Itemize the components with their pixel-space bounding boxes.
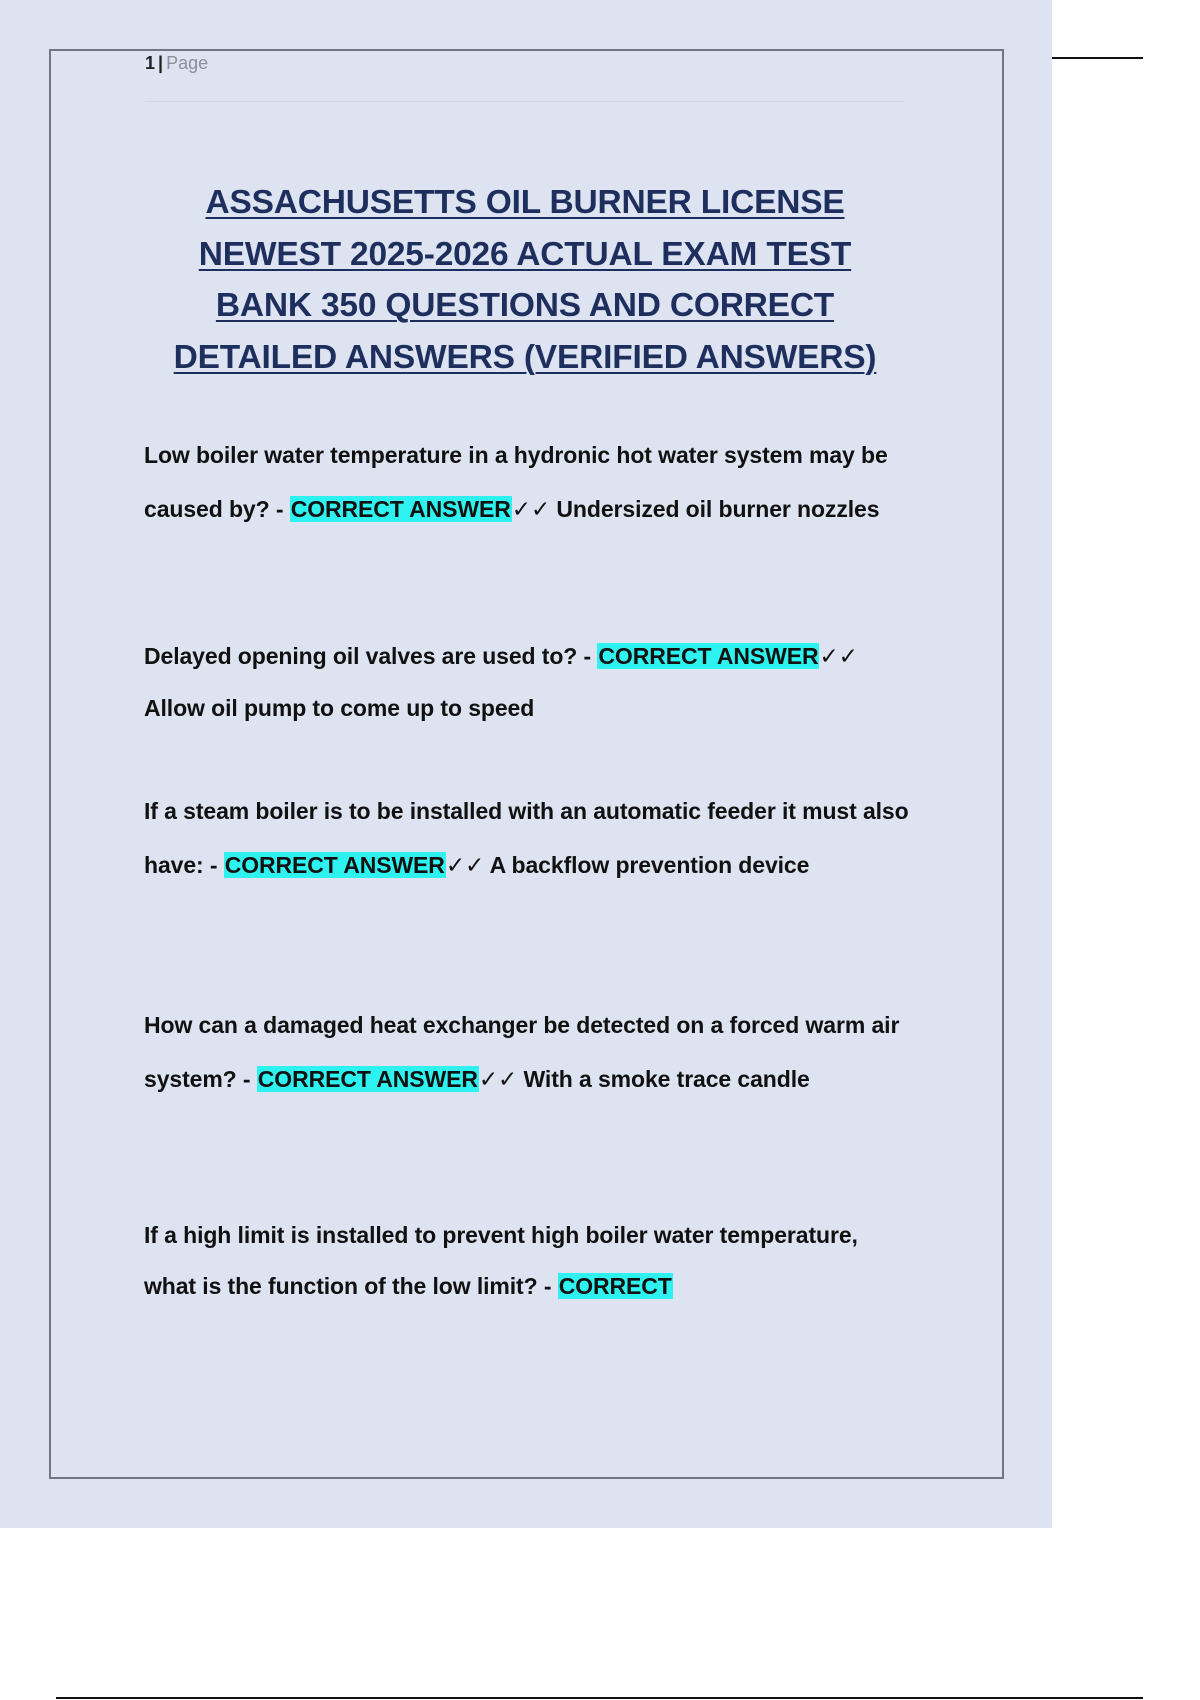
checkmark-icon: ✓✓: [445, 853, 485, 879]
answer-text: Allow oil pump to come up to speed: [144, 695, 535, 721]
question-text: If a steam boiler is to be installed with an automatic feeder it must also have: -: [144, 798, 909, 878]
question-text: Delayed opening oil valves are used to? -: [144, 643, 592, 669]
correct-answer-marker: CORRECT ANSWER: [598, 643, 819, 669]
question-text: How can a damaged heat exchanger be detected on a forced warm air system? -: [144, 1012, 900, 1092]
checkmark-icon: ✓✓: [819, 644, 858, 670]
question-item: [144, 631, 914, 734]
checkmark-icon: ✓✓: [511, 497, 551, 523]
correct-answer-marker: CORRECT ANSWER: [290, 496, 511, 522]
answer-text: Undersized oil burner nozzles: [556, 496, 880, 522]
answer-text: A backflow prevention device: [489, 852, 810, 878]
page-number-separator: |: [158, 53, 164, 73]
document-title: ASSACHUSETTS OIL BURNER LICENSE NEWEST 2025-2026 ACTUAL EXAM TEST BANK 350 QUESTIONS AND CORRECT DETAILED ANSWERS (VERIFIED ANSWERS): [173, 184, 877, 376]
answer-text: With a smoke trace candle: [523, 1066, 810, 1092]
question-item: [144, 784, 914, 893]
header-rule: [145, 101, 905, 102]
footer-divider-line: [56, 1697, 1143, 1699]
correct-answer-marker: CORRECT ANSWER: [224, 852, 445, 878]
question-item: [144, 428, 914, 537]
correct-answer-marker: CORRECT: [558, 1273, 672, 1299]
header-divider-line: [1052, 57, 1143, 59]
question-text: Low boiler water temperature in a hydronic hot water system may be caused by? -: [144, 442, 888, 522]
question-text: If a high limit is installed to prevent high boiler water temperature, what is the function of the low limit? -: [144, 1222, 858, 1299]
question-item: [144, 998, 914, 1107]
correct-answer-marker: CORRECT ANSWER: [257, 1066, 478, 1092]
page-number-value: 1: [145, 53, 156, 73]
checkmark-icon: ✓✓: [478, 1067, 518, 1093]
page-number: [145, 51, 208, 75]
page-number-label: Page: [166, 53, 209, 73]
question-item: [144, 1210, 914, 1312]
